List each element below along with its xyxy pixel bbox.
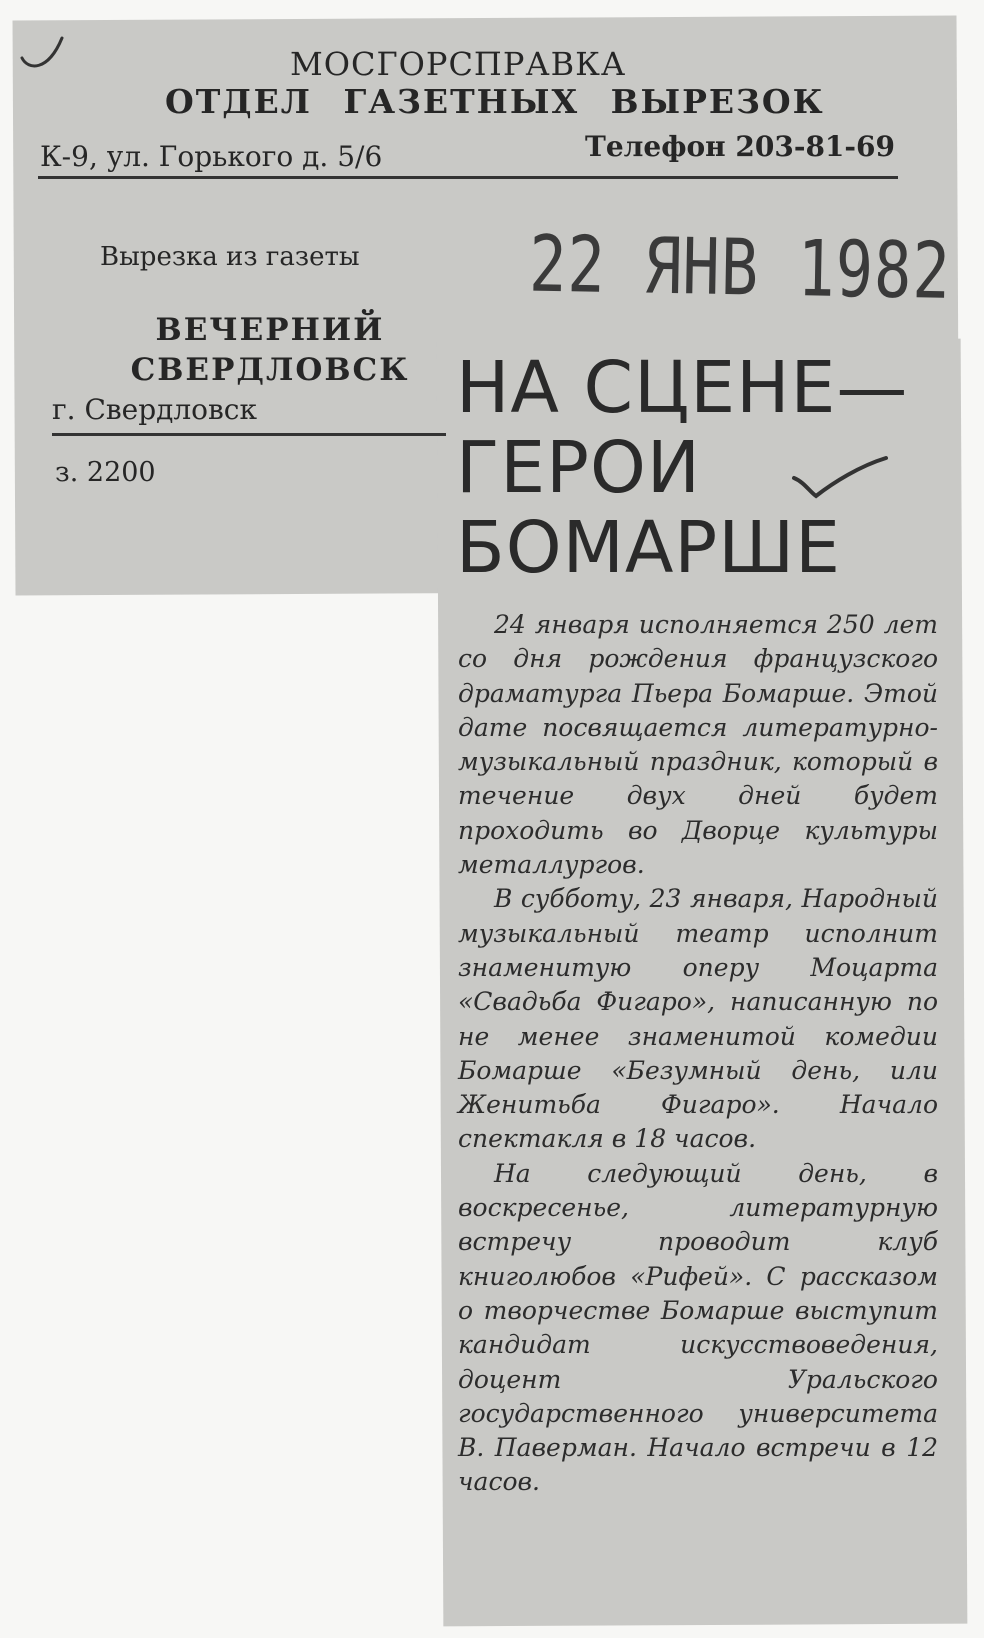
article-body	[458, 608, 938, 1500]
headline-line3: БОМАРШЕ	[456, 506, 842, 589]
article-paragraph: 24 января исполняется 250 лет со дня рождения французского драматурга Пьера Бомарше. Этой дате посвящается литературно-музыкальный праздник, который в течение двух дней будет проходить во Дворце культуры металлургов.	[458, 610, 938, 880]
header-divider	[38, 176, 898, 179]
newspaper-name-line2: СВЕРДЛОВСК	[130, 352, 410, 388]
newspaper-name	[120, 310, 420, 390]
clipping-source-label: Вырезка из газеты	[100, 242, 360, 272]
order-number: з. 2200	[55, 457, 156, 488]
checkmark-icon	[790, 452, 890, 502]
headline-line2: ГЕРОИ	[456, 426, 701, 509]
date-stamp: 22 ЯНВ 1982	[528, 218, 952, 317]
newspaper-city: г. Свердловск	[52, 393, 257, 426]
source-divider	[52, 433, 446, 436]
agency-phone: Телефон 203-81-69	[585, 130, 895, 163]
headline-line1: НА СЦЕНЕ—	[456, 346, 909, 429]
department-name: ОТДЕЛ ГАЗЕТНЫХ ВЫРЕЗОК	[165, 82, 825, 121]
agency-address: К-9, ул. Горького д. 5/6	[40, 140, 383, 173]
article-paragraph: На следующий день, в воскресенье, литературную встречу проводит клуб книголюбов «Рифей». С рассказом о творчестве Бомарше выступит кандидат искусствоведения, доцент Уральского государственного университета В. Паверман. Начало встречи в 12 часов.	[458, 1158, 938, 1497]
newspaper-name-line1: ВЕЧЕРНИЙ	[155, 312, 385, 348]
pen-tick-icon	[18, 30, 66, 78]
article-paragraph: В субботу, 23 января, Народный музыкальный театр исполнит знаменитую оперу Моцарта «Свадьба Фигаро», написанную по не менее знаменитой комедии Бомарше «Безумный день, или Женитьба Фигаро». Начало спектакля в 18 часов.	[458, 884, 938, 1154]
agency-name: МОСГОРСПРАВКА	[290, 45, 627, 83]
